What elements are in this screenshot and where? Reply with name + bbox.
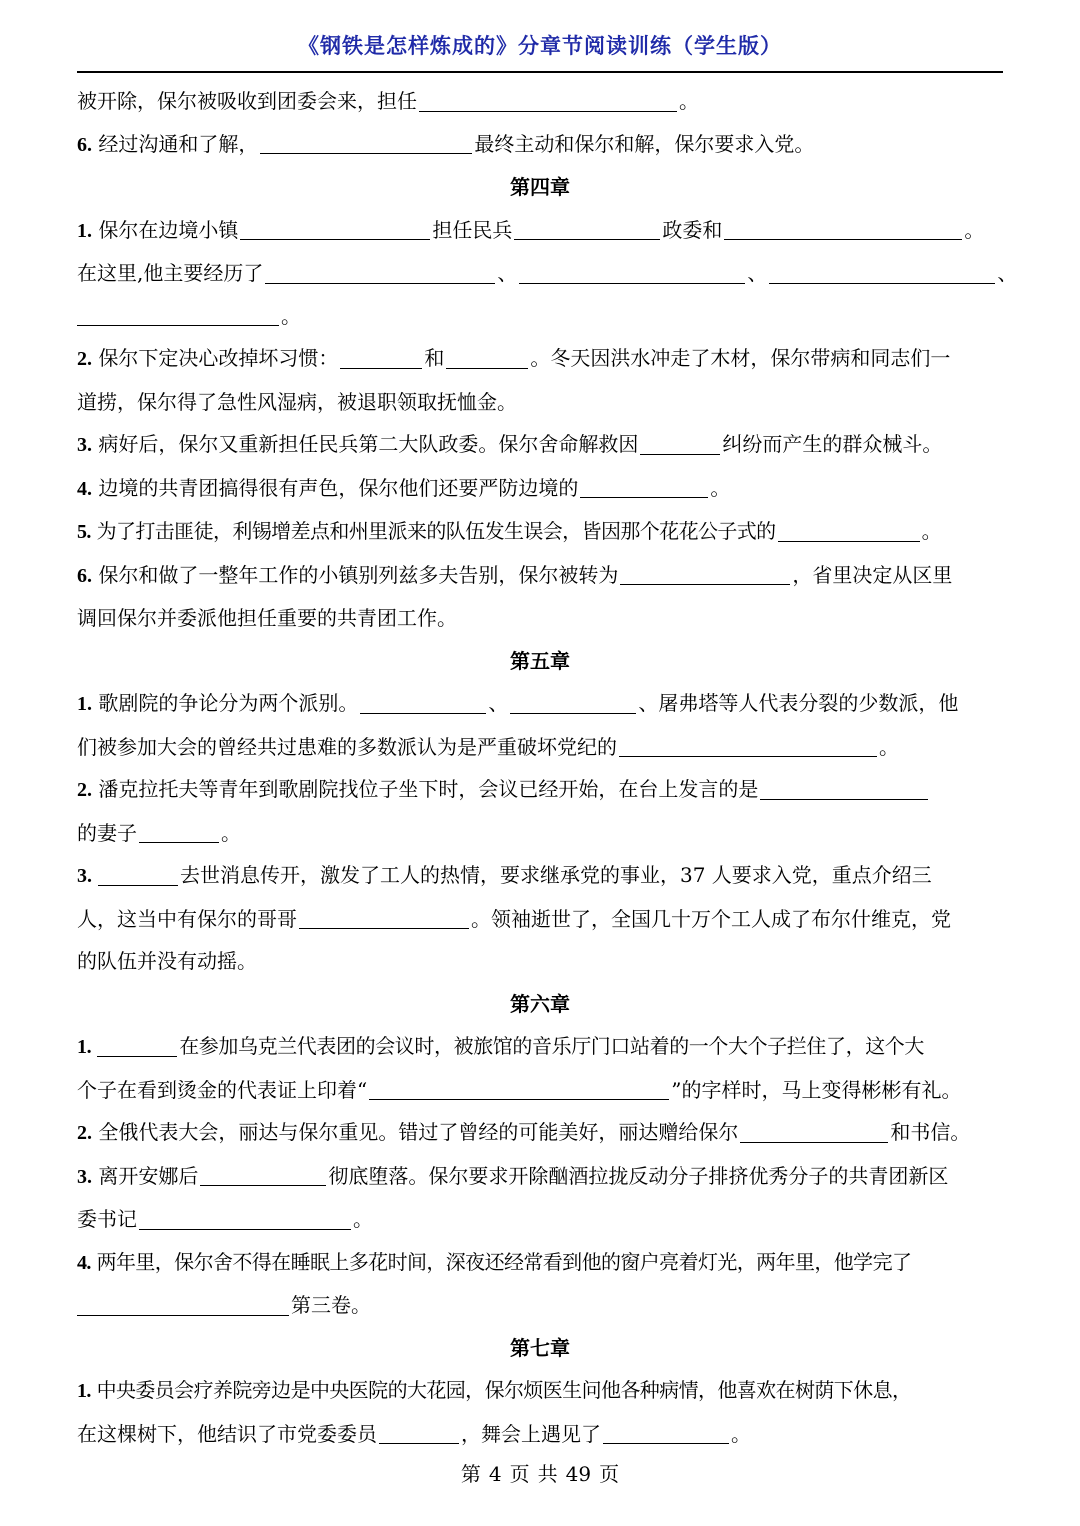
question-number: 2. xyxy=(77,1122,92,1144)
question-number: 4. xyxy=(77,477,92,500)
blank-line xyxy=(740,1121,888,1143)
blank-line xyxy=(580,476,708,498)
ch5-question-3 xyxy=(77,854,1003,898)
text-segment: 歌剧院的争论分为两个派别。 xyxy=(92,691,359,715)
ch4-question-1-cont xyxy=(77,252,1018,295)
text-segment: 。领袖逝世了，全国几十万个工人成了布尔什维克，党 xyxy=(471,906,951,931)
blank-line xyxy=(340,347,422,369)
text-segment: 。 xyxy=(679,89,699,113)
text-segment: 担任民兵 xyxy=(432,217,513,242)
ch6-question-1-cont xyxy=(77,1069,1003,1112)
blank-line xyxy=(446,347,528,369)
text-segment: ”的字样时，马上变得彬彬有礼。 xyxy=(671,1077,962,1102)
ch4-question-5 xyxy=(77,510,1003,554)
question-number: 6. xyxy=(77,133,92,156)
text-segment: 。 xyxy=(731,1421,751,1446)
text-segment: 。 xyxy=(879,734,899,759)
chapter-5-heading: 第五章 xyxy=(510,648,570,673)
worksheet-body xyxy=(77,80,1018,1455)
ch4-question-1 xyxy=(77,209,1003,253)
text-segment: 。冬天因洪水冲走了木材，保尔带病和同志们一 xyxy=(530,346,951,370)
ch7-question-1 xyxy=(77,1369,1003,1413)
ch4-question-2 xyxy=(77,337,1003,381)
blank-line xyxy=(360,692,486,714)
text-segment: 、 xyxy=(997,261,1018,285)
blank-line xyxy=(519,262,745,284)
text-segment: 、 xyxy=(497,261,518,285)
footer-text: 共 xyxy=(537,1462,558,1486)
blank-line xyxy=(240,218,430,240)
text-segment: 两年里，保尔舍不得在睡眠上多花时间，深夜还经常看到他的窗户亮着灯光，两年里，他学完了 xyxy=(90,1249,912,1274)
question-number: 6. xyxy=(77,564,92,587)
text-segment: 们被参加大会的曾经共过患难的多数派认为是严重破坏党纪的 xyxy=(77,734,617,759)
ch5-question-2-cont xyxy=(77,812,1003,855)
intro-line-1 xyxy=(77,80,1003,123)
text-segment: 为了打击匪徒，利锡增差点和州里派来的队伍发生误会，皆因那个花花公子式的 xyxy=(90,519,776,543)
ch4-question-6 xyxy=(77,554,1003,598)
ch6-question-3 xyxy=(77,1155,1003,1199)
text-segment: 和 xyxy=(424,346,445,370)
text-segment: 经过沟通和了解， xyxy=(92,131,259,156)
text-segment: 。 xyxy=(353,1207,373,1231)
text-segment: ，舞会上遇见了 xyxy=(461,1421,601,1446)
text-segment: 、 xyxy=(747,261,768,285)
ch5-question-2 xyxy=(77,768,1003,812)
blank-line xyxy=(379,1422,459,1444)
footer-text: 页 xyxy=(509,1462,530,1486)
blank-line xyxy=(778,520,920,542)
blank-line xyxy=(769,262,995,284)
ch5-question-1-cont xyxy=(77,726,1003,769)
text-segment: 。 xyxy=(221,820,241,845)
ch5-question-3-end: 的队伍并没有动摇。 xyxy=(77,949,257,973)
blank-line xyxy=(510,692,636,714)
ch5-question-1 xyxy=(77,682,1003,726)
blank-line xyxy=(760,778,928,800)
ch6-question-3-cont xyxy=(77,1198,1003,1241)
text-segment: ，省里决定从区里 xyxy=(792,562,953,587)
ch6-question-2 xyxy=(77,1111,1003,1155)
text-segment: 个子在看到烫金的代表证上印着“ xyxy=(77,1077,368,1102)
text-segment: 彻底堕落。保尔要求开除酗酒拉拢反动分子排挤优秀分子的共青团新区 xyxy=(328,1163,949,1188)
intro-question-6 xyxy=(77,123,1003,167)
blank-line xyxy=(200,1164,326,1186)
ch4-question-1-end xyxy=(77,295,1003,338)
question-number: 4. xyxy=(77,1251,91,1274)
blank-line xyxy=(724,218,962,240)
text-segment: 的妻子 xyxy=(77,820,137,845)
blank-line xyxy=(603,1422,729,1444)
blank-line xyxy=(98,864,178,886)
text-segment: 潘克拉托夫等青年到歌剧院找位子坐下时，会议已经开始，在台上发言的是 xyxy=(92,777,759,801)
text-segment: 在这棵树下，他结识了市党委委员 xyxy=(77,1421,377,1446)
blank-line xyxy=(620,563,790,585)
text-segment: 、屠弗塔等人代表分裂的少数派，他 xyxy=(638,691,959,715)
question-number: 3. xyxy=(77,1165,92,1188)
text-segment: 病好后，保尔又重新担任民兵第二大队政委。保尔舍命解救因 xyxy=(92,432,639,456)
text-segment: 。 xyxy=(281,303,301,328)
text-segment: 。 xyxy=(710,475,731,500)
blank-line xyxy=(640,433,720,455)
blank-line xyxy=(619,735,877,757)
question-number: 2. xyxy=(77,779,92,801)
question-number: 1. xyxy=(77,1036,92,1058)
question-number: 1. xyxy=(77,693,92,715)
text-segment: 政委和 xyxy=(662,217,723,242)
page-number: 4 xyxy=(488,1462,502,1486)
ch5-question-3-cont xyxy=(77,898,1003,941)
ch4-question-2-cont: 道捞，保尔得了急性风湿病，被退职领取抚恤金。 xyxy=(77,389,517,414)
text-segment: 全俄代表大会，丽达与保尔重见。错过了曾经的可能美好，丽达赠给保尔 xyxy=(92,1120,739,1144)
text-segment: 边境的共青团搞得很有声色，保尔他们还要严防边境的 xyxy=(92,475,579,500)
ch4-question-6-cont: 调回保尔并委派他担任重要的共青团工作。 xyxy=(77,606,457,630)
ch4-question-4 xyxy=(77,467,1003,511)
blank-line xyxy=(369,1078,669,1100)
text-segment: 在参加乌克兰代表团的会议时，被旅馆的音乐厅门口站着的一个大个子拦住了，这个大 xyxy=(179,1034,925,1058)
text-segment: 被开除，保尔被吸收到团委会来，担任 xyxy=(77,89,417,113)
blank-line xyxy=(514,218,660,240)
ch4-question-3 xyxy=(77,423,1003,467)
question-number: 3. xyxy=(77,434,92,456)
blank-line xyxy=(77,304,279,326)
page-footer xyxy=(0,1458,1080,1487)
text-segment: 保尔下定决心改掉坏习惯： xyxy=(92,346,339,370)
chapter-4-heading: 第四章 xyxy=(510,175,570,199)
question-number: 5. xyxy=(77,521,91,543)
text-segment: 。 xyxy=(921,519,941,543)
text-segment: 。 xyxy=(964,217,985,242)
blank-line xyxy=(265,262,495,284)
text-segment: 委书记 xyxy=(77,1207,137,1231)
blank-line xyxy=(97,1035,177,1057)
question-number: 1. xyxy=(77,219,92,242)
blank-line xyxy=(139,1208,351,1230)
total-pages: 49 xyxy=(565,1462,592,1486)
ch6-question-4-cont xyxy=(77,1284,1003,1327)
blank-line xyxy=(77,1294,289,1316)
text-segment: 最终主动和保尔和解，保尔要求入党。 xyxy=(474,131,815,156)
text-segment: 保尔在边境小镇 xyxy=(92,217,239,242)
blank-line xyxy=(419,90,677,112)
ch6-question-4 xyxy=(77,1241,1003,1285)
question-number: 2. xyxy=(77,348,92,370)
text-segment: 保尔和做了一整年工作的小镇别列兹多夫告别，保尔被转为 xyxy=(92,562,619,587)
question-number: 1. xyxy=(77,1380,91,1402)
blank-line xyxy=(299,907,469,929)
header-divider xyxy=(77,71,1003,73)
ch6-question-1 xyxy=(77,1025,1003,1069)
page-header-title: 《钢铁是怎样炼成的》分章节阅读训练（学生版） xyxy=(298,33,782,58)
ch7-question-1-cont xyxy=(77,1413,1003,1456)
text-segment: 第三卷。 xyxy=(291,1293,371,1317)
chapter-6-heading: 第六章 xyxy=(510,991,570,1016)
chapter-7-heading: 第七章 xyxy=(510,1335,570,1360)
text-segment: 去世消息传开，激发了工人的热情，要求继承党的事业，37 人要求入党，重点介绍三 xyxy=(180,863,932,887)
text-segment: 纠纷而产生的群众械斗。 xyxy=(722,432,943,456)
text-segment: 在这里,他主要经历了 xyxy=(77,261,264,285)
text-segment: 、 xyxy=(488,691,509,715)
footer-text: 页 xyxy=(599,1462,620,1486)
blank-line xyxy=(139,821,219,843)
footer-text: 第 xyxy=(460,1462,481,1486)
question-number: 3. xyxy=(77,865,92,887)
blank-line xyxy=(260,132,472,154)
text-segment: 人，这当中有保尔的哥哥 xyxy=(77,906,297,931)
text-segment: 中央委员会疗养院旁边是中央医院的大花园，保尔烦医生问他各种病情，他喜欢在树荫下休息， xyxy=(90,1378,912,1402)
text-segment: 和书信。 xyxy=(890,1120,971,1144)
text-segment: 离开安娜后 xyxy=(92,1163,199,1188)
